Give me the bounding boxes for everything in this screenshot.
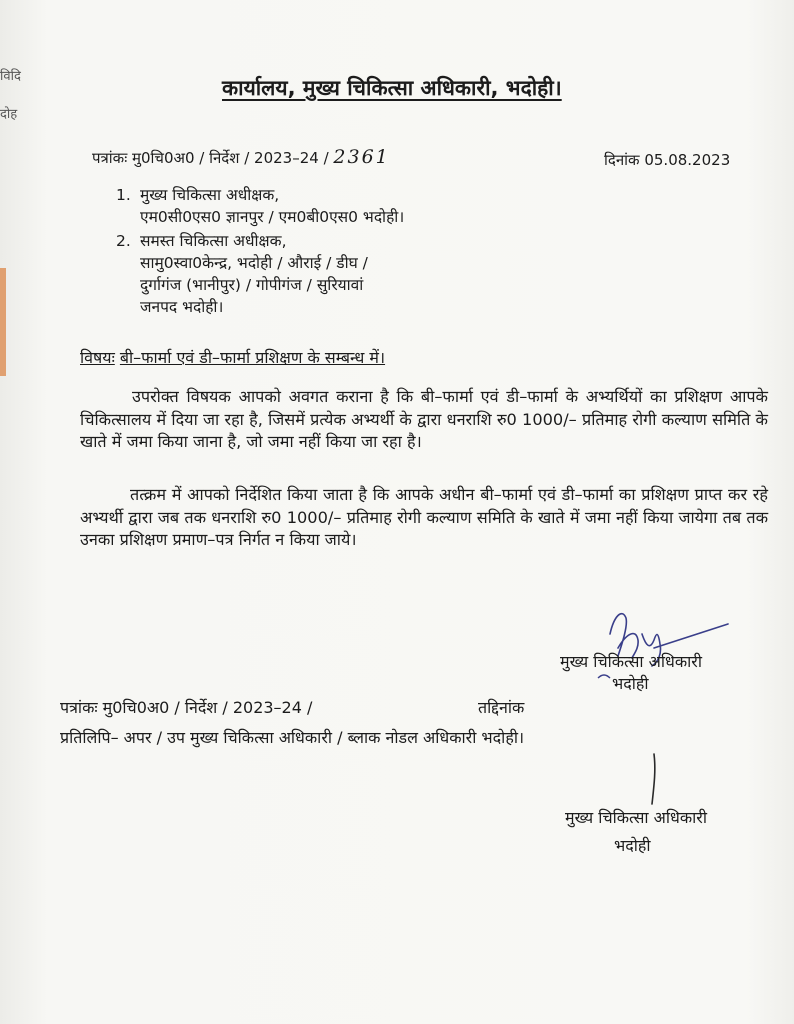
office-heading: कार्यालय, मुख्य चिकित्सा अधिकारी, भदोही। — [222, 76, 562, 100]
ref-label: पत्रांकः — [92, 149, 128, 167]
edge-color-strip — [0, 268, 6, 376]
letter-date: दिनांक 05.08.2023 — [604, 151, 731, 169]
recipient-2-line-2: सामु0स्वा0केन्द्र, भदोही / औराई / डीघ / — [140, 254, 368, 272]
body-paragraph-2: तत्क्रम में आपको निर्देशित किया जाता है कि आपके अधीन बी–फार्मा एवं डी–फार्मा का प्रशिक्षण प्राप्त कर रहे अभ्यर्थी द्वारा जब तक धनराशि रु0 1000/– प्रतिमाह रोगी कल्याण समिति के खाते में जमा नहीं किया जायेगा तब तक उनका प्रशिक्षण प्रमाण–पत्र निर्गत न किया जाये। — [80, 485, 768, 550]
subject-label: विषयः — [80, 348, 115, 367]
signature-2-place: भदोही — [614, 836, 651, 855]
copy-reference: पत्रांकः मु0चि0अ0 / निर्देश / 2023–24 / — [60, 698, 313, 717]
recipient-2 — [140, 230, 368, 318]
signature-2-title: मुख्य चिकित्सा अधिकारी — [565, 808, 707, 827]
edge-fragment-2: दोह — [0, 107, 18, 122]
recipient-2-line-3: दुर्गागंज (भानीपुर) / गोपीगंज / सुरियावां — [140, 276, 364, 294]
recipient-2-number: 2. — [116, 232, 131, 250]
body-paragraph-1: उपरोक्त विषयक आपको अवगत कराना है कि बी–फार्मा एवं डी–फार्मा के अभ्यर्थियों का प्रशिक्षण आपके चिकित्सालय में दिया जा रहा है, जिसमें प्रत्येक अभ्यर्थी के द्वारा धनराशि रु0 1000/– प्रतिमाह रोगी कल्याण समिति के खाते में जमा किया जाना है, जो जमा नहीं किया जा रहा है। — [80, 387, 768, 452]
signature-scribble-2 — [640, 750, 670, 810]
recipient-2-line-1: समस्त चिकित्सा अधीक्षक, — [140, 232, 287, 250]
subject-text: बी–फार्मा एवं डी–फार्मा प्रशिक्षण के सम्बन्ध में। — [119, 348, 386, 367]
copy-to-line: प्रतिलिपि– अपर / उप मुख्य चिकित्सा अधिकारी / ब्लाक नोडल अधिकारी भदोही। — [60, 728, 525, 747]
recipient-1-number: 1. — [116, 186, 131, 204]
recipient-1 — [140, 184, 404, 228]
signature-1-place: भदोही — [612, 674, 649, 693]
copy-date: तद्दिनांक — [478, 698, 525, 717]
subject-line — [80, 346, 385, 368]
reference-line — [92, 146, 390, 168]
edge-fragment-1: विदि — [0, 69, 21, 84]
ref-number: मु0चि0अ0 / निर्देश / 2023–24 / — [132, 149, 329, 167]
signature-1-title: मुख्य चिकित्सा अधिकारी — [560, 652, 702, 671]
recipient-1-line-1: मुख्य चिकित्सा अधीक्षक, — [140, 186, 280, 204]
recipient-1-line-2: एम0सी0एस0 ज्ञानपुर / एम0बी0एस0 भदोही। — [140, 208, 405, 226]
recipient-2-line-4: जनपद भदोही। — [140, 298, 224, 316]
ref-handwritten-number: 2361 — [333, 146, 390, 168]
